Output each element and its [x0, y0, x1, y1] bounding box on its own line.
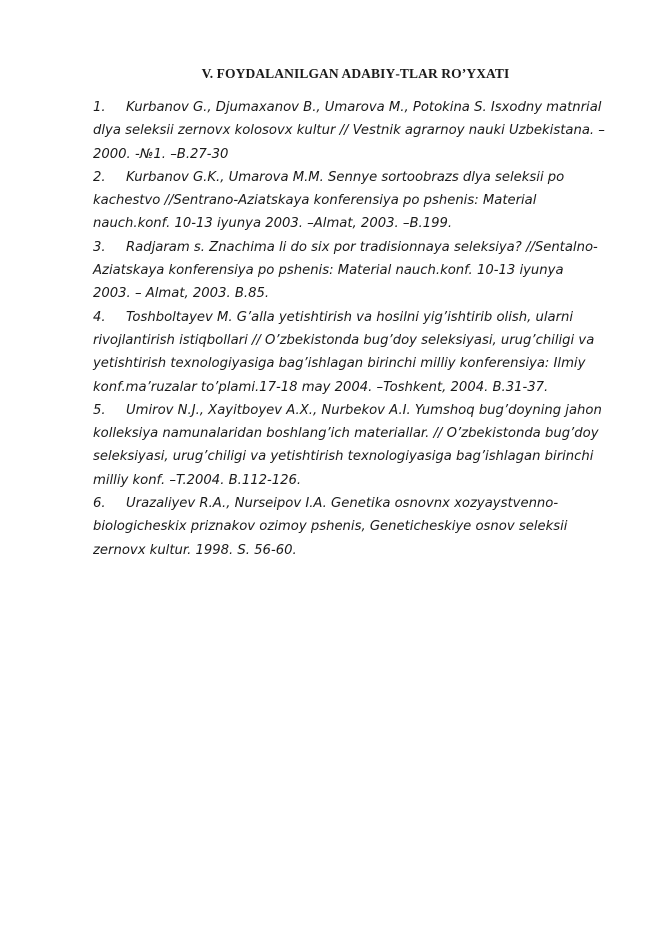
reference-number: 2. — [93, 169, 106, 185]
reference-number: 1. — [93, 100, 106, 115]
reference-text: Kurbanov G.K., Umarova M.M. Sennye sortoobrazs dlya seleksii po kachestvo //Sentrano-Aziatskaya konferensiya po pshenis: Material nauch.konf. 10-13 iyunya 2003. –Almat, 2003. –B.199. — [93, 169, 565, 232]
reference-number: 6. — [93, 496, 106, 512]
reference-item — [93, 492, 605, 562]
reference-item — [93, 96, 605, 166]
reference-number: 5. — [93, 402, 106, 418]
reference-text: Radjaram s. Znachima li do six por tradisionnaya seleksiya? //Sentalno-Aziatskaya konferensiya po pshenis: Material nauch.konf. 10-13 iyunya 2003. – Almat, 2003. B.85. — [93, 239, 598, 302]
reference-number: 4. — [93, 309, 106, 325]
reference-item — [93, 399, 605, 492]
reference-text: Kurbanov G., Djumaxanov B., Umarova M., Potokina S. Isxodny matnrial dlya seleksii zernovx kolosovx kultur // Vestnik agrarnoy nauki Uzbekistana. – 2000. -№1. –B.27-30 — [93, 100, 605, 162]
page-title: V. FOYDALANILGAN ADABIY‑TLAR RO’YXATI — [201, 66, 510, 81]
reference-item — [93, 306, 605, 399]
reference-text: Toshboltayev M. G’alla yetishtirish va hosilni yig’ishtirib olish, ularni rivojlantirish istiqbollari // O’zbekistonda bug’doy seleksiyasi, urug’chiligi va yetishtirish texnologiyasiga bag’ishlagan birinchi milliy konferensiya: Ilmiy konf.ma’ruzalar to’plami.17-18 may 2004. –Toshkent, 2004. B.31-37. — [93, 309, 595, 395]
reference-item — [93, 166, 605, 236]
reference-list — [93, 96, 605, 562]
reference-text: Urazaliyev R.A., Nurseipov I.A. Genetika osnovnx xozyaystvenno-biologicheskix priznakov ozimoy pshenis, Geneticheskiye osnov seleksii zernovx kultur. 1998. S. 56-60. — [93, 496, 568, 558]
reference-item — [93, 236, 605, 306]
reference-number: 3. — [93, 239, 106, 255]
reference-text: Umirov N.J., Xayitboyev A.X., Nurbekov A.I. Yumshoq bug’doyning jahon kolleksiya namunalaridan boshlang’ich materiallar. // O’zbekistonda bug’doy seleksiyasi, urug’chiligi va yetishtirish texnologiyasiga bag’ishlagan birinchi milliy konf. –T.2004. B.112-126. — [93, 402, 602, 488]
